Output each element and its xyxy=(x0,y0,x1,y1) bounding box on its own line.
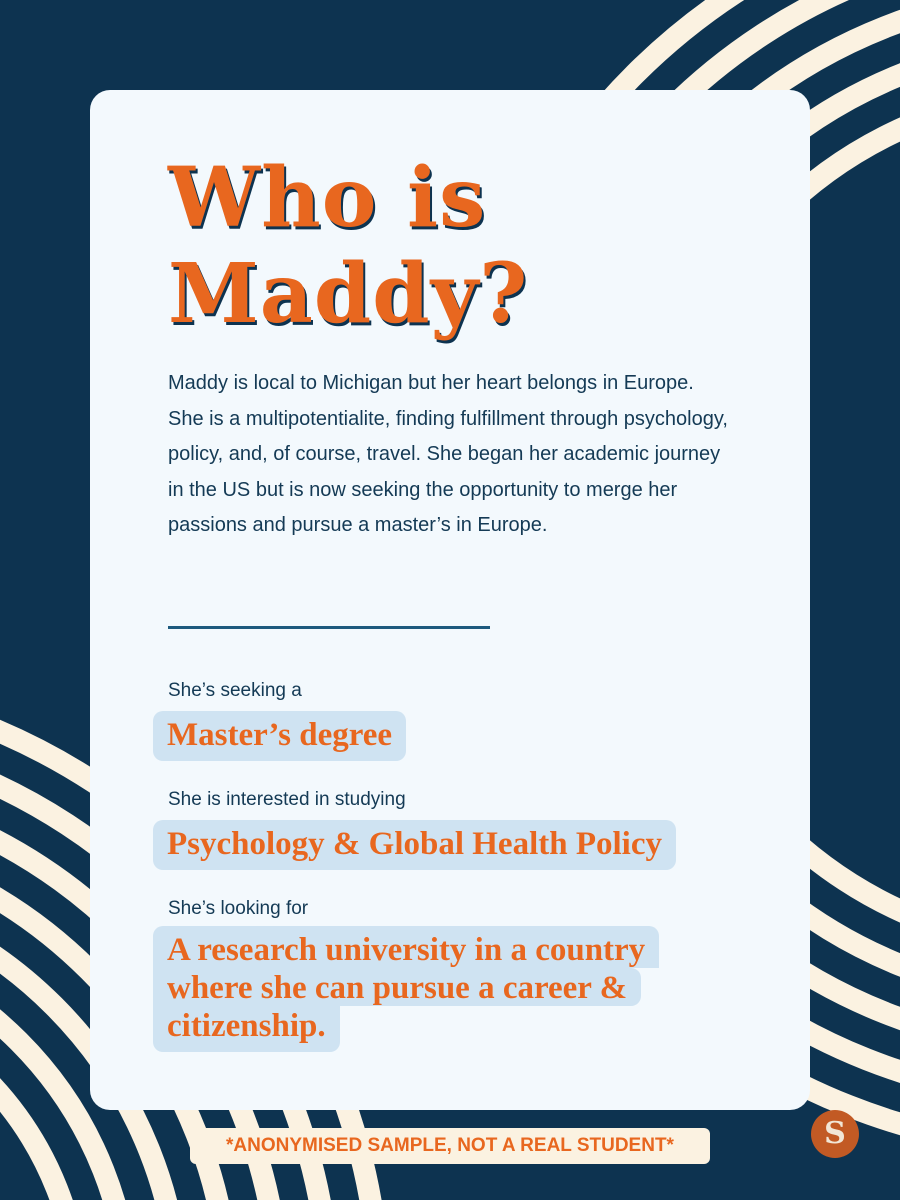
seeking-label: She’s seeking a xyxy=(168,680,302,701)
looking-for-value xyxy=(153,926,725,1052)
brand-logo-icon: S xyxy=(811,1110,859,1158)
title-line-1: Who is xyxy=(168,150,487,246)
looking-for-label: She’s looking for xyxy=(168,898,309,919)
studying-label: She is interested in studying xyxy=(168,789,406,810)
studying-value: Psychology & Global Health Policy xyxy=(153,820,676,870)
title-line-2: Maddy? xyxy=(168,246,529,342)
divider xyxy=(168,626,490,629)
looking-for-line-1: A research university in a country xyxy=(153,926,659,968)
disclaimer-badge: *ANONYMISED SAMPLE, NOT A REAL STUDENT* xyxy=(190,1128,710,1164)
page-title xyxy=(168,150,728,342)
seeking-value: Master’s degree xyxy=(153,711,406,761)
intro-paragraph: Maddy is local to Michigan but her heart belongs in Europe. She is a multipotentialite, finding fulfillment through psychology, policy, and, of course, travel. She began her academic journey in the US but is now seeking the opportunity to merge her passions and pursue a master’s in Europe. xyxy=(168,372,728,536)
looking-for-line-2: where she can pursue a career & xyxy=(153,968,641,1006)
looking-for-line-3: citizenship. xyxy=(153,1006,340,1052)
